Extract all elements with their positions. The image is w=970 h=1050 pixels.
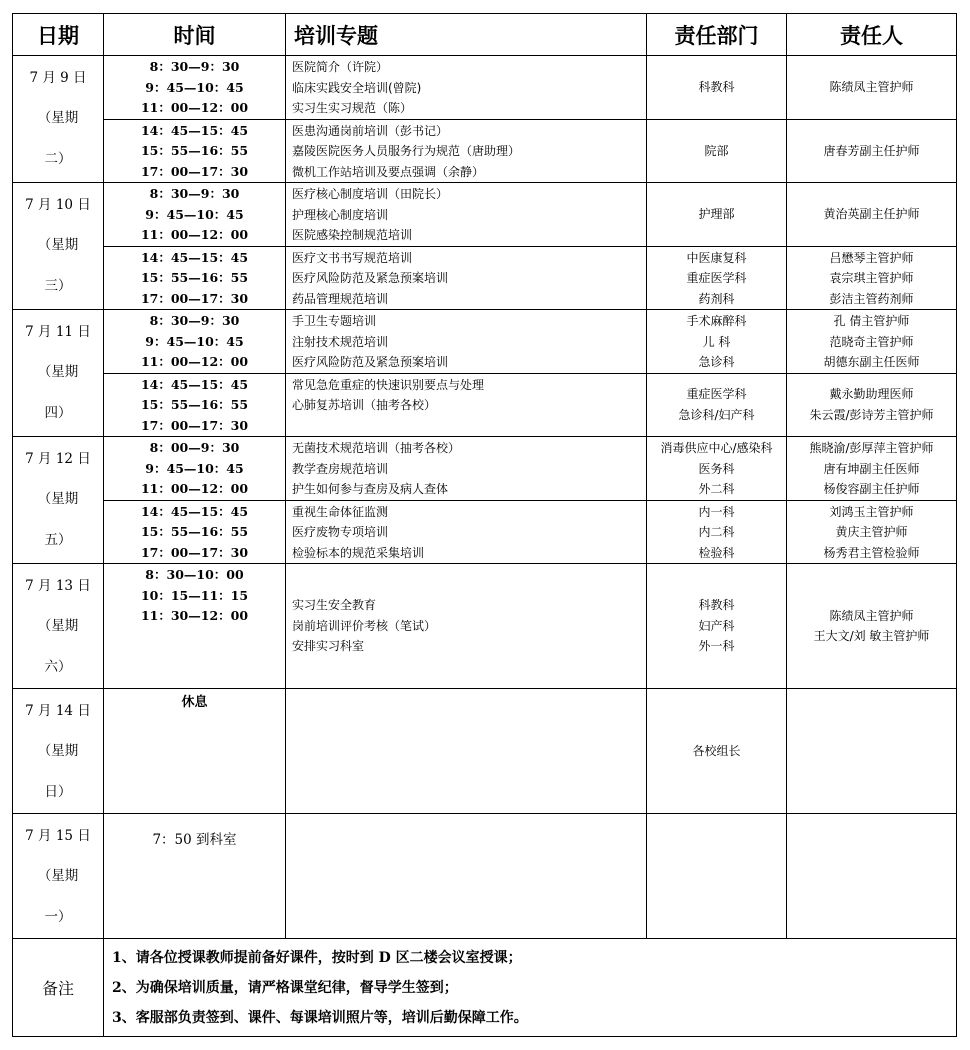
topic-item: 临床实践安全培训(曾院) — [292, 80, 422, 95]
person-cell — [787, 500, 957, 564]
date-cell — [13, 437, 104, 564]
weekday-open: （星期 — [37, 237, 79, 253]
time-cell — [104, 183, 286, 247]
topic-item: 医院简介（许院） — [292, 60, 389, 74]
topic-cell — [286, 373, 647, 437]
dept-item: 消毒供应中心/感染科 — [660, 441, 773, 455]
dept-item: 急诊科/妇产科 — [678, 407, 755, 422]
time-slot: 14：45—15：45 — [140, 249, 249, 265]
topic-item: 医疗核心制度培训（田院长） — [292, 187, 449, 201]
person-item: 范晓奇主管护师 — [829, 334, 914, 349]
schedule-row — [13, 183, 957, 247]
time-slot: 8：00—9：30 — [149, 440, 240, 455]
time-cell — [104, 310, 286, 374]
topic-item: 嘉陵医院医务人员服务行为规范（唐助理） — [292, 144, 521, 158]
date-cell — [13, 183, 104, 310]
person-item: 刘鸿玉主管护师 — [829, 504, 914, 519]
header-dept: 责任部门 — [647, 14, 787, 56]
time-slot: 8：30—9：30 — [149, 59, 240, 74]
topic-cell — [286, 183, 647, 247]
date-label: 7 月 13 日 — [25, 578, 91, 594]
schedule-row — [13, 310, 957, 374]
time-slot: 8：30—9：30 — [149, 186, 240, 201]
header-date: 日期 — [13, 14, 104, 56]
person-item: 朱云霞/彭诗芳主管护师 — [809, 407, 934, 422]
schedule-row — [13, 373, 957, 437]
dept-cell — [647, 814, 787, 939]
schedule-row — [13, 689, 957, 814]
note-item: 1、请各位授课教师提前备好课件，按时到 D 区二楼会议室授课； — [112, 949, 522, 966]
topic-item: 医疗文书书写规范培训 — [292, 250, 413, 265]
topic-item: 手卫生专题培训 — [292, 314, 377, 328]
time-slot: 9：45—10：45 — [145, 79, 244, 95]
arrival-note: 7：50 到科室 — [152, 832, 237, 848]
dept-item: 院部 — [704, 143, 729, 158]
weekday-close: 日） — [44, 784, 72, 800]
time-slot: 11：30—12：00 — [140, 608, 249, 623]
person-item: 彭洁主管药剂师 — [829, 291, 914, 306]
schedule-row — [13, 119, 957, 183]
person-cell — [787, 814, 957, 939]
time-cell — [104, 246, 286, 310]
topic-item: 安排实习科室 — [292, 639, 365, 654]
dept-item: 重症医学科 — [686, 271, 747, 285]
time-slot: 8：30—9：30 — [149, 313, 240, 328]
dept-item: 妇产科 — [698, 618, 735, 633]
topic-item: 药品管理规范培训 — [292, 291, 389, 306]
weekday-open: （星期 — [37, 743, 79, 759]
topic-item: 心肺复苏培训（抽考各校） — [292, 398, 437, 412]
person-cell — [787, 246, 957, 310]
person-item: 唐春芳副主任护师 — [823, 143, 920, 158]
note-item: 3、客服部负责签到、课件、每课培训照片等，培训后勤保障工作。 — [112, 1009, 528, 1026]
topic-item: 检验标本的规范采集培训 — [292, 545, 425, 560]
time-slot: 14：45—15：45 — [140, 503, 249, 519]
date-label: 7 月 14 日 — [25, 703, 91, 719]
topic-cell — [286, 689, 647, 814]
dept-item: 内二科 — [698, 525, 735, 539]
topic-item: 实习生安全教育 — [292, 598, 377, 613]
person-cell — [787, 373, 957, 437]
weekday-close: 一） — [44, 909, 72, 925]
dept-cell — [647, 564, 787, 689]
topic-cell — [286, 500, 647, 564]
time-cell — [104, 814, 286, 939]
person-item: 杨秀君主管检验师 — [823, 545, 920, 560]
schedule-row — [13, 564, 957, 689]
dept-item: 科教科 — [698, 598, 735, 613]
dept-item: 外二科 — [698, 482, 735, 496]
person-cell — [787, 689, 957, 814]
weekday-close: 四） — [44, 405, 72, 421]
person-cell — [787, 437, 957, 501]
topic-cell — [286, 564, 647, 689]
time-slot: 15：55—16：55 — [140, 270, 249, 285]
training-schedule-table — [12, 13, 957, 1037]
person-item: 黄庆主管护师 — [835, 525, 908, 539]
date-label: 7 月 10 日 — [25, 197, 91, 213]
dept-item: 中医康复科 — [686, 250, 747, 265]
time-cell — [104, 689, 286, 814]
time-slot: 9：45—10：45 — [145, 206, 244, 222]
person-cell — [787, 564, 957, 689]
date-label: 7 月 15 日 — [25, 828, 91, 844]
weekday-close: 三） — [44, 278, 72, 294]
dept-item: 急诊科 — [698, 355, 735, 369]
person-item: 唐有坤副主任医师 — [823, 461, 920, 476]
time-cell — [104, 500, 286, 564]
person-item: 杨俊容副主任护师 — [823, 482, 920, 496]
schedule-row — [13, 814, 957, 939]
time-cell — [104, 119, 286, 183]
topic-cell — [286, 310, 647, 374]
person-cell — [787, 119, 957, 183]
schedule-row — [13, 500, 957, 564]
topic-item: 护理核心制度培训 — [292, 207, 389, 222]
dept-item: 儿 科 — [702, 334, 731, 349]
time-slot: 11：00—12：00 — [140, 227, 249, 242]
dept-item: 药剂科 — [698, 291, 735, 306]
dept-cell — [647, 246, 787, 310]
dept-item: 内一科 — [698, 504, 735, 519]
time-slot: 10：15—11：15 — [140, 587, 249, 603]
person-item: 吕懋琴主管护师 — [829, 250, 914, 265]
time-cell — [104, 373, 286, 437]
time-cell — [104, 56, 286, 120]
date-label: 7 月 9 日 — [29, 70, 87, 86]
topic-item: 常见急危重症的快速识别要点与处理 — [292, 377, 485, 392]
dept-cell — [647, 56, 787, 120]
time-slot: 11：00—12：00 — [140, 100, 249, 115]
dept-cell — [647, 437, 787, 501]
time-slot: 11：00—12：00 — [140, 481, 249, 496]
dept-cell — [647, 119, 787, 183]
dept-item: 护理部 — [698, 207, 735, 221]
person-item: 胡德东副主任医师 — [823, 355, 920, 369]
person-item: 陈绩凤主管护师 — [829, 80, 914, 94]
time-slot: 9：45—10：45 — [145, 460, 244, 476]
time-slot: 17：00—17：30 — [140, 290, 249, 306]
weekday-close: 二） — [44, 151, 72, 167]
topic-item: 无菌技术规范培训（抽考各校） — [292, 441, 461, 455]
dept-item: 外一科 — [698, 639, 735, 654]
weekday-open: （星期 — [37, 491, 79, 507]
topic-item: 医疗风险防范及紧急预案培训 — [292, 355, 449, 369]
time-cell — [104, 437, 286, 501]
weekday-close: 六） — [44, 659, 72, 675]
topic-item: 医院感染控制规范培训 — [292, 228, 413, 242]
time-slot: 14：45—15：45 — [140, 122, 249, 138]
time-slot: 11：00—12：00 — [140, 354, 249, 369]
person-item: 黄治英副主任护师 — [823, 207, 920, 221]
notes-cell — [104, 939, 957, 1037]
dept-item: 科教科 — [698, 80, 735, 94]
topic-item: 医疗废物专项培训 — [292, 525, 389, 539]
notes-row — [13, 939, 957, 1037]
schedule-row — [13, 56, 957, 120]
dept-cell — [647, 500, 787, 564]
time-slot: 15：55—16：55 — [140, 524, 249, 539]
dept-cell — [647, 373, 787, 437]
date-cell — [13, 56, 104, 183]
schedule-row — [13, 246, 957, 310]
person-cell — [787, 310, 957, 374]
topic-item: 医患沟通岗前培训（彭书记） — [292, 123, 449, 138]
topic-item: 教学查房规范培训 — [292, 461, 389, 476]
person-cell — [787, 183, 957, 247]
date-cell — [13, 564, 104, 689]
person-item: 戴永勤助理医师 — [829, 387, 914, 402]
person-item: 熊晓渝/彭厚萍主管护师 — [809, 441, 934, 455]
weekday-close: 五） — [44, 532, 72, 548]
time-slot: 15：55—16：55 — [140, 143, 249, 158]
weekday-open: （星期 — [37, 110, 79, 126]
weekday-open: （星期 — [37, 618, 79, 634]
rest-label: 休息 — [181, 695, 208, 710]
topic-cell — [286, 437, 647, 501]
dept-item: 重症医学科 — [686, 387, 747, 402]
schedule-row — [13, 437, 957, 501]
date-label: 7 月 12 日 — [25, 451, 91, 467]
topic-item: 岗前培训评价考核（笔试） — [292, 618, 437, 633]
dept-cell — [647, 689, 787, 814]
topic-item: 护生如何参与查房及病人查体 — [292, 482, 449, 496]
topic-cell — [286, 119, 647, 183]
header-topic: 培训专题 — [286, 14, 647, 56]
person-item: 袁宗琪主管护师 — [829, 271, 914, 285]
time-slot: 17：00—17：30 — [140, 417, 249, 433]
header-time: 时间 — [104, 14, 286, 56]
weekday-open: （星期 — [37, 364, 79, 380]
header-row — [13, 14, 957, 56]
time-cell — [104, 564, 286, 689]
time-slot: 8：30—10：00 — [145, 567, 244, 582]
dept-cell — [647, 183, 787, 247]
dept-cell — [647, 310, 787, 374]
person-item: 孔 倩主管护师 — [833, 314, 910, 328]
date-label: 7 月 11 日 — [25, 324, 91, 340]
date-cell — [13, 814, 104, 939]
weekday-open: （星期 — [37, 868, 79, 884]
date-cell — [13, 310, 104, 437]
header-person: 责任人 — [787, 14, 957, 56]
topic-item: 医疗风险防范及紧急预案培训 — [292, 271, 449, 285]
topic-item: 微机工作站培训及要点强调（余静） — [292, 164, 485, 179]
time-slot: 17：00—17：30 — [140, 544, 249, 560]
time-slot: 17：00—17：30 — [140, 163, 249, 179]
person-item: 王大文/刘 敏主管护师 — [813, 629, 930, 643]
dept-item: 检验科 — [698, 545, 735, 560]
dept-item: 各校组长 — [692, 743, 741, 758]
time-slot: 14：45—15：45 — [140, 376, 249, 392]
topic-cell — [286, 814, 647, 939]
dept-item: 医务科 — [698, 461, 735, 476]
topic-cell — [286, 246, 647, 310]
note-item: 2、为确保培训质量，请严格课堂纪律，督导学生签到； — [112, 979, 458, 996]
time-slot: 9：45—10：45 — [145, 333, 244, 349]
topic-cell — [286, 56, 647, 120]
topic-item: 重视生命体征监测 — [292, 504, 389, 519]
topic-item: 实习生实习规范（陈） — [292, 101, 413, 115]
topic-item: 注射技术规范培训 — [292, 334, 389, 349]
person-cell — [787, 56, 957, 120]
notes-label: 备注 — [13, 939, 104, 1037]
person-item: 陈绩凤主管护师 — [829, 608, 914, 623]
dept-item: 手术麻醉科 — [686, 314, 747, 328]
date-cell — [13, 689, 104, 814]
time-slot: 15：55—16：55 — [140, 397, 249, 412]
